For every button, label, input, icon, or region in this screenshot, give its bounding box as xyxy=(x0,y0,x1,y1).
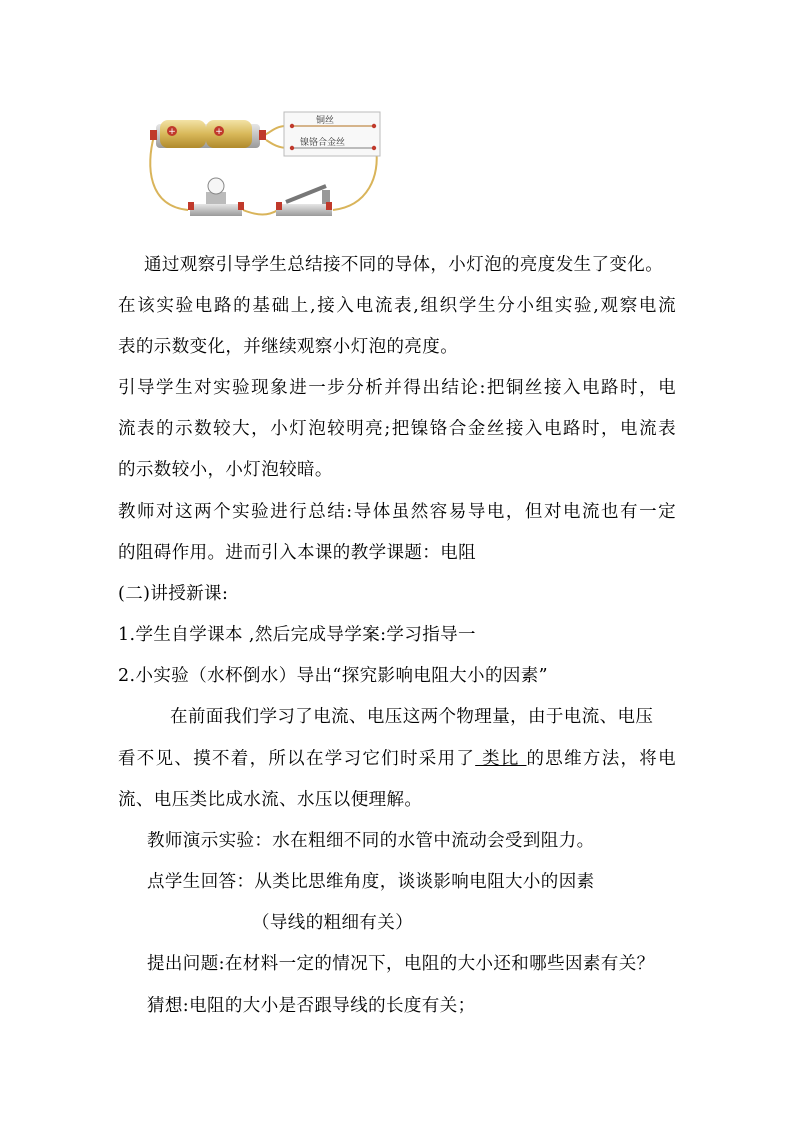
terminal-left xyxy=(150,130,157,140)
paragraph-4-text-b: 的思维方法，将电 xyxy=(526,749,676,769)
switch-base xyxy=(276,204,332,216)
list-item-1: 1.学生自学课本 ,然后完成导学案:学习指导一 xyxy=(118,625,476,645)
svg-text:+: + xyxy=(215,127,223,137)
paragraph-3-line-1: 教师对这两个实验进行总结:导体虽然容易导电，但对电流也有一定 xyxy=(118,502,676,522)
paragraph-5: 教师演示实验：水在粗细不同的水管中流动会受到阻力。 xyxy=(147,831,595,851)
svg-text:+: + xyxy=(168,127,176,137)
paragraph-2-line-1: 引导学生对实验现象进一步分析并得出结论:把铜丝接入电路时，电 xyxy=(118,378,676,398)
paragraph-3-line-2: 的阻碍作用。进而引入本课的教学课题：电阻 xyxy=(118,543,476,563)
fill-blank-answer: 类比 xyxy=(475,749,527,769)
wire-right xyxy=(333,148,377,210)
paragraph-2-line-3: 的示数较小，小灯泡较暗。 xyxy=(118,460,333,480)
list-item-2: 2.小实验（水杯倒水）导出“探究影响电阻大小的因素” xyxy=(118,666,548,686)
paragraph-9: 猜想:电阻的大小是否跟导线的长度有关； xyxy=(147,996,476,1016)
terminal-right xyxy=(259,130,266,140)
paragraph-2-line-2: 流表的示数较大，小灯泡较明亮;把镍铬合金丝接入电路时，电流表 xyxy=(118,419,676,439)
paragraph-8: 提出问题:在材料一定的情况下，电阻的大小还和哪些因素有关？ xyxy=(147,954,655,974)
paragraph-4-line-1: 在前面我们学习了电流、电压这两个物理量，由于电流、电压 xyxy=(170,707,654,727)
bulb-base xyxy=(190,204,242,216)
paragraph-1-line-1: 通过观察引导学生总结接不同的导体，小灯泡的亮度发生了变化。 xyxy=(144,255,664,275)
copper-wire-label: 铜丝 xyxy=(316,116,335,126)
wire-mid xyxy=(243,210,278,215)
bulb-icon xyxy=(208,178,224,194)
battery-1 xyxy=(160,120,206,148)
paragraph-4-line-2 xyxy=(118,748,676,770)
circuit-svg xyxy=(148,106,388,226)
paragraph-4-text-a: 看不见、摸不着，所以在学习它们时采用了 xyxy=(118,749,476,769)
paragraph-4-line-3: 流、电压类比成水流、水压以便理解。 xyxy=(118,790,423,810)
section-heading: (二)讲授新课: xyxy=(118,584,229,604)
paragraph-7: （导线的粗细有关） xyxy=(252,913,414,933)
battery-2 xyxy=(206,120,252,148)
nichrome-wire-label: 镍铬合金丝 xyxy=(300,138,346,148)
paragraph-1-line-2: 在该实验电路的基础上,接入电流表,组织学生分小组实验,观察电流 xyxy=(118,296,676,316)
paragraph-6: 点学生回答：从类比思维角度，谈谈影响电阻大小的因素 xyxy=(147,872,595,892)
circuit-diagram xyxy=(148,106,388,226)
paragraph-1-line-3: 表的示数变化，并继续观察小灯泡的亮度。 xyxy=(118,337,459,357)
switch-lever xyxy=(286,186,326,202)
